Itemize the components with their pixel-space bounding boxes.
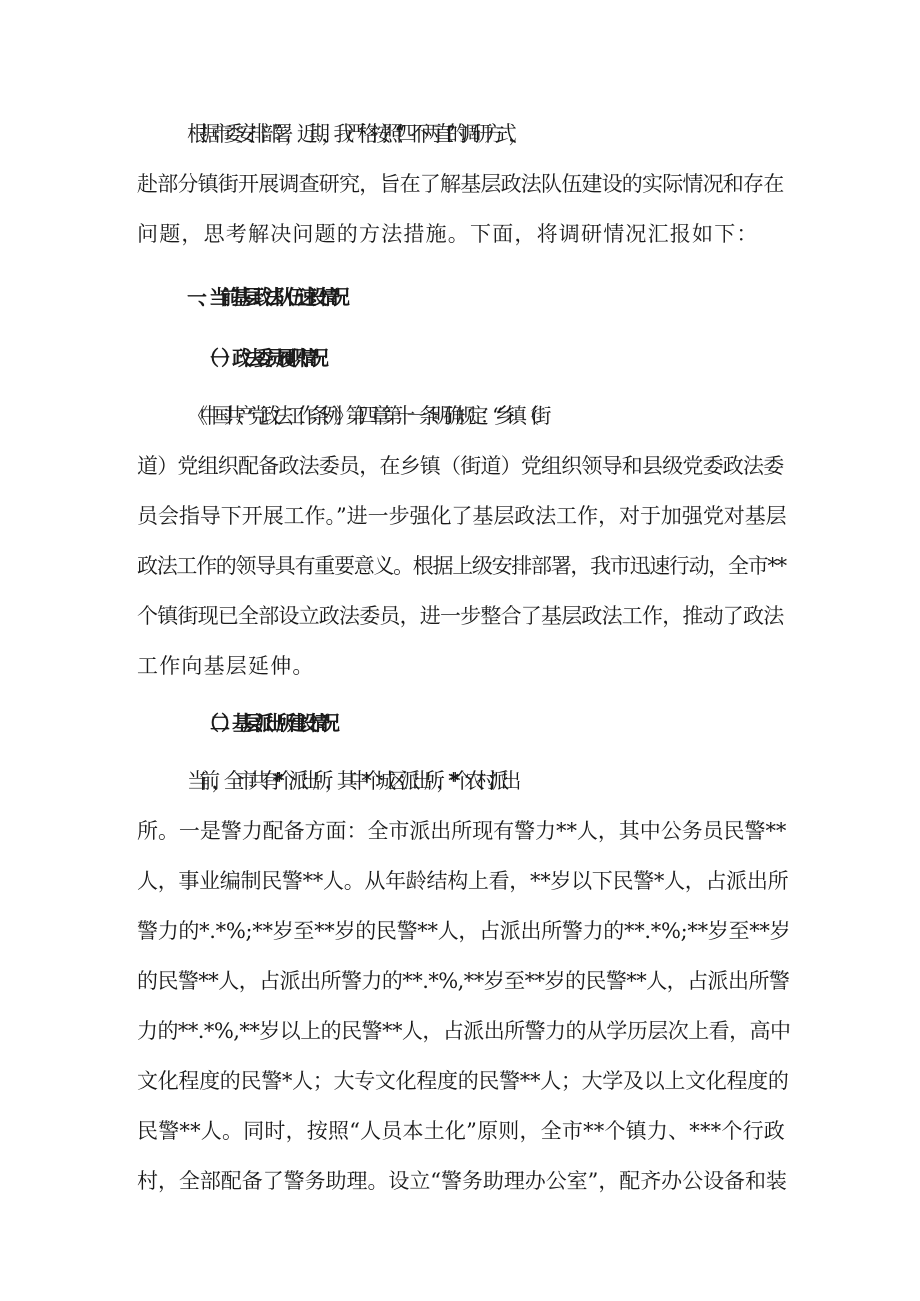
subsection-heading-1: （一）政法委员履职情况: [199, 346, 320, 370]
sub1-line-5: 个镇街现已全部设立政法委员，进一步整合了基层政法工作，推动了政法: [137, 604, 784, 628]
sub2-line-3: 人，事业编制民警**人。从年龄结构上看，**岁以下民警*人，占派出所: [137, 869, 789, 893]
sub1-line-6: 工作向基层延伸。: [137, 654, 315, 678]
section-heading: 一、当前基层政法队伍速设情况: [187, 285, 341, 309]
sub1-line-1: 《中国共产党政法工作条例》第四章第十一条明确规定：“乡镇（街: [187, 404, 543, 428]
sub2-line-8: 民警**人。同时，按照“人员本土化”原则，全市**个镇力、***个行政: [137, 1119, 785, 1143]
subsection-heading-2: （二）基层派出所建设情况: [199, 711, 331, 735]
sub2-line-7: 文化程度的民警*人；大专文化程度的民警**人；大学及以上文化程度的: [137, 1069, 789, 1093]
sub2-line-2: 所。一是警力配备方面：全市派出所现有警力**人，其中公务员民警**: [137, 819, 787, 843]
sub2-line-9: 村，全部配备了警务助理。设立“警务助理办公室”，配齐办公设备和装: [137, 1169, 787, 1193]
sub2-line-5: 的民警**人，占派出所警力的**.*%,**岁至**岁的民警**人，占派出所警: [137, 969, 790, 993]
sub2-line-4: 警力的*.*%;**岁至**岁的民警**人，占派出所警力的**.*%;**岁至**岁: [137, 919, 791, 943]
sub1-line-4: 政法工作的领导具有重要意义。根据上级安排部署，我市迅速行动，全市**: [137, 554, 786, 578]
intro-line-1: 根据市委安排部署，近期，我严格按照“四不两直”的调研方式，: [187, 122, 521, 146]
sub1-line-2: 道）党组织配备政法委员，在乡镇（街道）党组织领导和县级党委政法委: [137, 454, 784, 478]
sub1-line-3: 员会指导下开展工作。”进一步强化了基层政法工作，对于加强党对基层: [137, 504, 787, 528]
intro-line-3: 问题，思考解决问题的方法措施。下面，将调研情况汇报如下：: [137, 222, 759, 246]
intro-line-2: 赴部分镇街开展调查研究，旨在了解基层政法队伍建设的实际情况和存在: [137, 172, 784, 196]
sub2-line-6: 力的**.*%,**岁以上的民警**人，占派出所警力的从学历层次上看，高中: [137, 1019, 791, 1043]
sub2-line-1: 当前，全市共有**个派出所，其中*个城区派出所，**个农村派出: [187, 769, 513, 793]
